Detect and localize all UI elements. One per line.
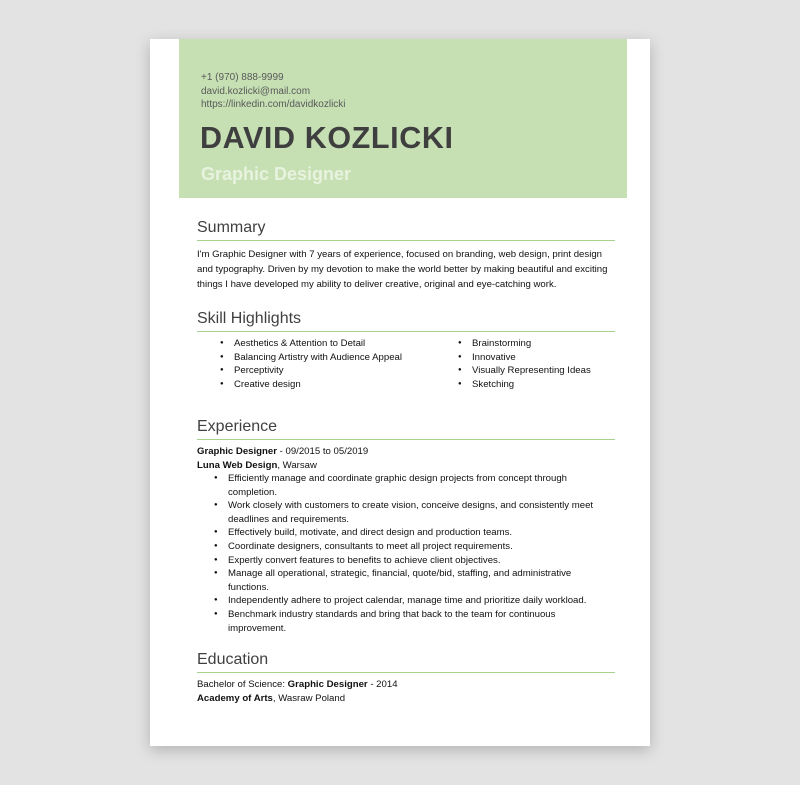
company-line bbox=[197, 459, 615, 473]
school-line bbox=[197, 692, 615, 706]
job-title: Graphic Designer bbox=[197, 446, 277, 457]
experience-bullet: ● Efficiently manage and coordinate graphic design projects from concept through completion. bbox=[214, 472, 609, 499]
experience-bullets bbox=[197, 472, 609, 635]
skill-item: ● Balancing Artistry with Audience Appeal bbox=[220, 351, 458, 365]
candidate-role: Graphic Designer bbox=[201, 164, 352, 184]
skill-item: ● Visually Representing Ideas bbox=[458, 364, 591, 378]
resume-page bbox=[150, 39, 650, 746]
experience-bullet: ● Expertly convert features to benefits to achieve client objectives. bbox=[214, 554, 609, 568]
skill-item: ● Aesthetics & Attention to Detail bbox=[220, 337, 458, 351]
degree-prefix: Bachelor of Science: bbox=[197, 679, 288, 690]
summary-heading: Summary bbox=[197, 219, 615, 241]
school-name: Academy of Arts bbox=[197, 692, 273, 704]
education-section bbox=[197, 651, 615, 705]
summary-text: I'm Graphic Designer with 7 years of experience, focused on branding, web design, print design and typography. Driven by my devotion to make the world better by making beautiful and exciting things I have developed my ability to deliver creative, original and eye-catching work. bbox=[197, 249, 608, 290]
experience-heading: Experience bbox=[197, 418, 615, 440]
skill-item: ● Innovative bbox=[458, 351, 591, 365]
skill-item: ● Perceptivity bbox=[220, 364, 458, 378]
skills-heading: Skill Highlights bbox=[197, 310, 615, 332]
contact-linkedin: https://linkedin.com/davidkozlicki bbox=[201, 99, 346, 110]
degree-year: - 2014 bbox=[367, 679, 398, 690]
skills-column-1 bbox=[197, 337, 458, 391]
company-name: Luna Web Design bbox=[197, 459, 278, 471]
contact-info bbox=[201, 71, 346, 112]
experience-bullet: ● Benchmark industry standards and bring that back to the team for continuous improvement. bbox=[214, 608, 609, 635]
experience-section bbox=[197, 418, 615, 635]
job-title-line bbox=[197, 445, 615, 459]
experience-bullet: ● Manage all operational, strategic, financial, quote/bid, staffing, and administrative functions. bbox=[214, 567, 609, 594]
education-heading: Education bbox=[197, 651, 615, 673]
degree-field: Graphic Designer bbox=[287, 679, 368, 690]
experience-bullet: ● Coordinate designers, consultants to meet all project requirements. bbox=[214, 540, 609, 554]
summary-section bbox=[197, 219, 615, 292]
company-location: , Warsaw bbox=[277, 459, 317, 471]
job-dates: - 09/2015 to 05/2019 bbox=[276, 446, 369, 457]
skill-item: ● Brainstorming bbox=[458, 337, 591, 351]
experience-bullet: ● Independently adhere to project calendar, manage time and prioritize daily workload. bbox=[214, 594, 609, 608]
skill-item: ● Creative design bbox=[220, 378, 458, 392]
experience-bullet: ● Work closely with customers to create vision, conceive designs, and consistently meet deadlines and requirements. bbox=[214, 499, 609, 526]
contact-email: david.kozlicki@mail.com bbox=[201, 85, 311, 97]
skills-section bbox=[197, 310, 615, 391]
resume-header bbox=[179, 39, 627, 198]
degree-line bbox=[197, 678, 615, 692]
experience-bullet: ● Effectively build, motivate, and direct design and production teams. bbox=[214, 526, 609, 540]
skill-item: ● Sketching bbox=[458, 378, 591, 392]
candidate-name: DAVID KOZLICKI bbox=[200, 121, 454, 155]
skills-columns bbox=[197, 337, 615, 391]
contact-phone: +1 (970) 888-9999 bbox=[201, 72, 284, 83]
school-location: , Wasraw Poland bbox=[272, 692, 346, 704]
skills-column-2 bbox=[458, 337, 591, 391]
